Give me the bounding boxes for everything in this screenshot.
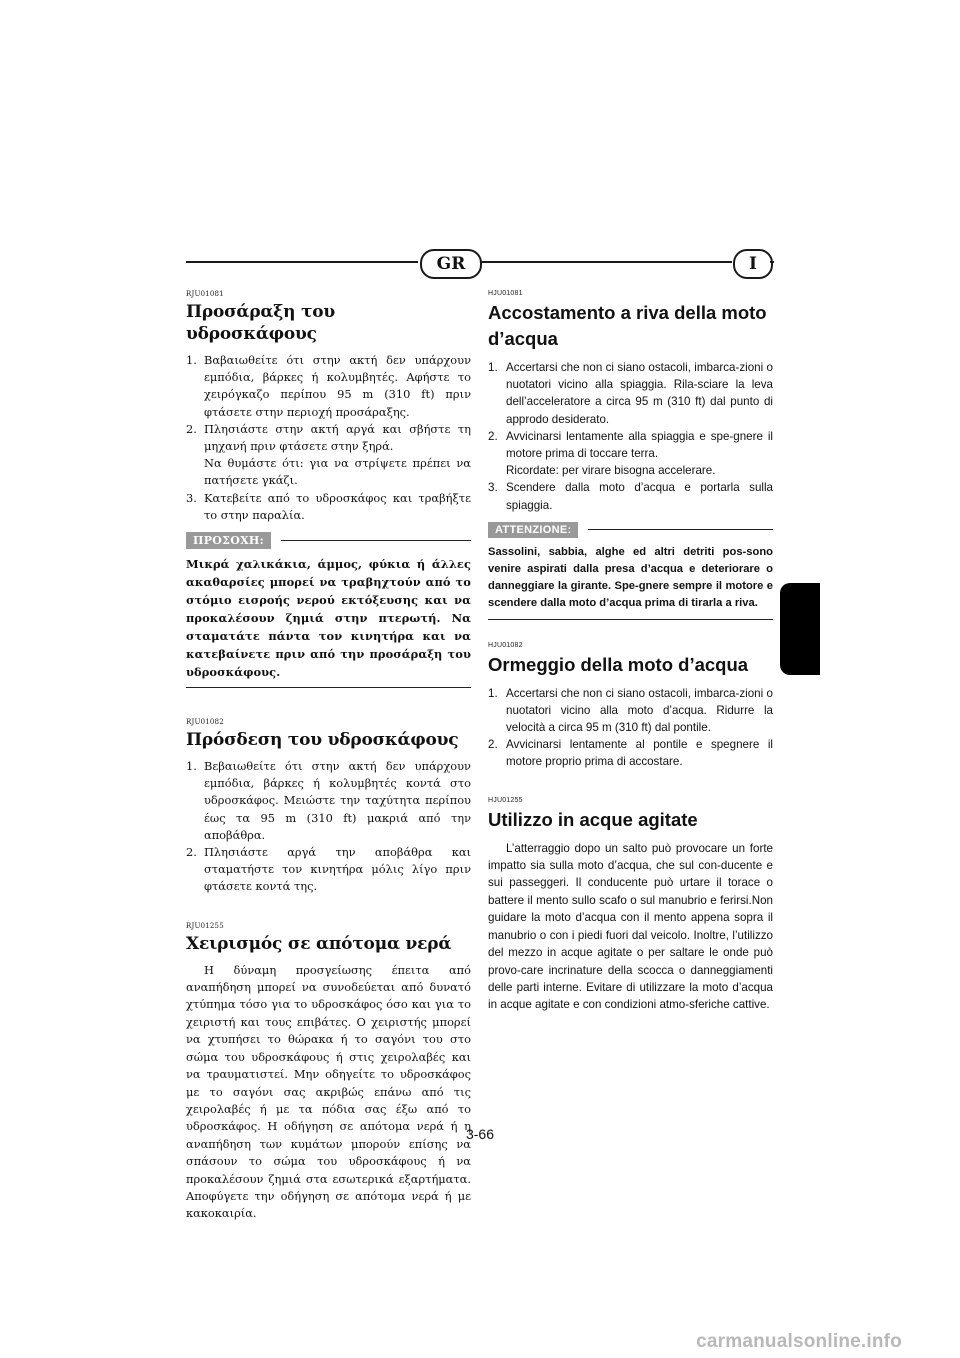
step-number: 1. [186, 353, 197, 367]
step-list [488, 685, 773, 771]
greek-section-rough-water [186, 922, 471, 1223]
section-title: Πρόσδεση του υδροσκάφους [186, 730, 459, 751]
greek-section-mooring [186, 718, 471, 896]
step-text: Πλησιάστε στην ακτή αργά και σβήστε τη μηχανή πριν φτάσετε στην ξηρά. [204, 421, 471, 454]
section-title: Χειρισμός σε απότομα νερά [186, 933, 452, 954]
step-item [488, 428, 773, 480]
step-item [186, 352, 471, 421]
caution-text: Μικρά χαλικάκια, άμμος, φύκια ή άλλες ακαθαρσίες μπορεί να τραβηχτούν από το στόμιο εισροής νερού εκτόξευσης και να προκαλέσουν ζημιά στην πτερωτή. Να σταματάτε πάντα τον κινητήρα και να κατεβαίνετε πριν από την προσάραξη του υδροσκάφους. [186, 555, 471, 688]
chapter-thumb-tab [780, 583, 820, 675]
step-item [186, 844, 471, 896]
step-note: Να θυμάστε ότι: για να στρίψετε πρέπει να πατήσετε γκάζι. [204, 456, 471, 488]
italian-section-beaching [488, 290, 773, 620]
step-item [488, 736, 773, 770]
language-badge-greek [420, 249, 482, 279]
step-text: Avvicinarsi lentamente al pontile e spegnere il motore proprio prima di accostare. [506, 738, 773, 769]
italian-section-mooring [488, 642, 773, 771]
page-number: 3-66 [465, 1126, 495, 1142]
step-item [186, 758, 471, 844]
step-number: 3. [488, 481, 498, 495]
step-list [186, 758, 471, 896]
step-item [186, 421, 471, 490]
header-rule-left [186, 261, 418, 263]
step-text: Accertarsi che non ci siano ostacoli, imbarca-zioni o nuotatori vicino alla moto d’acqua. Ridurre la velocità a circa 95 m (310 ft) dal pontile. [506, 686, 773, 735]
step-text: Avvicinarsi lentamente alla spiaggia e spe-gnere il motore prima di toccare terra. [506, 429, 773, 461]
caution-badge: ATTENZIONE: [488, 522, 578, 538]
caution-header [186, 532, 471, 549]
italian-column [488, 290, 773, 1014]
watermark: carmanualsonline.info [696, 1331, 902, 1352]
step-text: Βαβαιωθείτε ότι στην ακτή δεν υπάρχουν εμπόδια, βάρκες ή κολυμβητές. Αφήστε το χειρόγκαζο περίπου 95 m (310 ft) πριν φτάσετε στην περιοχή προσάραξης. [204, 353, 471, 419]
section-code: HJU01082 [488, 641, 523, 649]
step-list [186, 352, 471, 524]
step-number: 1. [186, 759, 197, 774]
step-text: Κατεβείτε από το υδροσκάφος και τραβήξτε το στην παραλία. [204, 490, 471, 522]
step-number: 2. [186, 845, 197, 860]
header-rule-middle [480, 261, 732, 263]
section-title: Ormeggio della moto d’acqua [488, 653, 749, 675]
section-title: Accostamento a riva della moto d’acqua [488, 302, 767, 349]
italian-section-rough-water [488, 797, 773, 1014]
step-number: 2. [186, 421, 197, 436]
caution-header [488, 522, 773, 538]
header-rule-right [770, 261, 774, 263]
step-text: Πλησιάστε αργά την αποβάθρα και σταματήστε τον κινητήρα μόλις λίγο πριν φτάσετε κοντά της. [204, 845, 471, 894]
step-text: Βεβαιωθείτε ότι στην ακτή δεν υπάρχουν εμπόδια, βάρκες ή κολυμβητές κοντά στο υδροσκάφος. Μειώστε την ταχύτητα περίπου έως τα 95 m (310 ft) μακριά από την αποβάθρα. [204, 759, 471, 842]
step-number: 2. [488, 429, 498, 443]
step-number: 3. [186, 490, 197, 505]
step-item [488, 359, 773, 428]
language-badge-greek-label: GR [436, 254, 466, 274]
step-list [488, 359, 773, 514]
step-item [488, 479, 773, 513]
caution-rule [281, 540, 471, 541]
language-badge-italian [733, 249, 773, 279]
step-number: 1. [488, 361, 498, 374]
step-item [488, 685, 773, 737]
language-badge-italian-label: I [749, 254, 757, 274]
greek-column [186, 290, 471, 1223]
greek-section-beaching [186, 290, 471, 688]
section-title: Utilizzo in acque agitate [488, 808, 698, 830]
caution-text: Sassolini, sabbia, alghe ed altri detriti pos-sono venire aspirati dalla presa d’acqua e deteriorare o danneggiare la girante. Spe-gnere sempre il motore e scendere dalla moto d’acqua prima di tirarla a riva. [488, 544, 773, 620]
section-code: RJU01082 [186, 718, 224, 727]
section-title: Προσάραξη του υδροσκάφους [186, 302, 336, 344]
step-text: Scendere dalla moto d’acqua e portarla sulla spiaggia. [506, 481, 773, 512]
step-number: 2. [488, 738, 498, 752]
step-number: 1. [488, 686, 498, 700]
section-code: RJU01255 [186, 921, 224, 930]
step-text: Accertarsi che non ci siano ostacoli, imbarca-zioni o nuotatori vicino alla spiaggia. Rila-sciare la leva dell’acceleratore a circa 95 m (310 ft) dal punto di approdo desiderato. [506, 361, 773, 426]
caution-badge: ΠΡΟΣΟΧΗ: [186, 532, 271, 549]
section-paragraph: Η δύναμη προσγείωσης έπειτα από αναπήδηση μπορεί να συνοδεύεται από δυνατό χτύπημα τόσο για το υδροσκάφος όσο και για το χειριστή και τους επιβάτες. Ο χειριστής μπορεί να χτυπήσει το θώρακα ή το σαγόνι του στο σώμα του υδροσκάφους ή στις χειρολαβές και να τραυματιστεί. Μην οδηγείτε το υδροσκάφος με το σαγόνι σας ακριβώς επάνω από τις χειρολαβές ή με τα πόδια σας έξω από το υδροσκάφος. Η οδήγηση σε απότομα νερά ή η αναπήδηση των κυμάτων μπορούν επίσης να σπάσουν το σώμα του υδροσκάφους ή να προκαλέσουν ζημιά στα εσωτερικά εξαρτήματα. Αποφύγετε την οδήγηση σε απότομα νερά ή με κακοκαιρία. [186, 962, 471, 1221]
section-code: HJU01081 [488, 290, 523, 297]
section-paragraph: L’atterraggio dopo un salto può provocare un forte impatto sia sulla moto d’acqua, che sul con-ducente e sui passeggeri. Il conducente può urtare il torace o battere il mento sullo scafo o sul manubrio e ferirsi.Non guidare la moto d’acqua con il mento appena sopra il manubrio o con i piedi fuori dal veicolo. Inoltre, l’utilizzo del mezzo in acque agitate o per saltare le onde può provo-care incrinature della scocca o danneggiamenti delle parti interne. Evitare di utilizzare la moto d’acqua in acque agitate e con condizioni atmo-sferiche cattive. [488, 841, 773, 1012]
section-code: HJU01255 [488, 796, 523, 804]
step-item [186, 490, 471, 524]
section-code: RJU01081 [186, 290, 224, 298]
step-note: Ricordate: per virare bisogna accelerare. [506, 464, 716, 478]
caution-rule [588, 529, 773, 530]
